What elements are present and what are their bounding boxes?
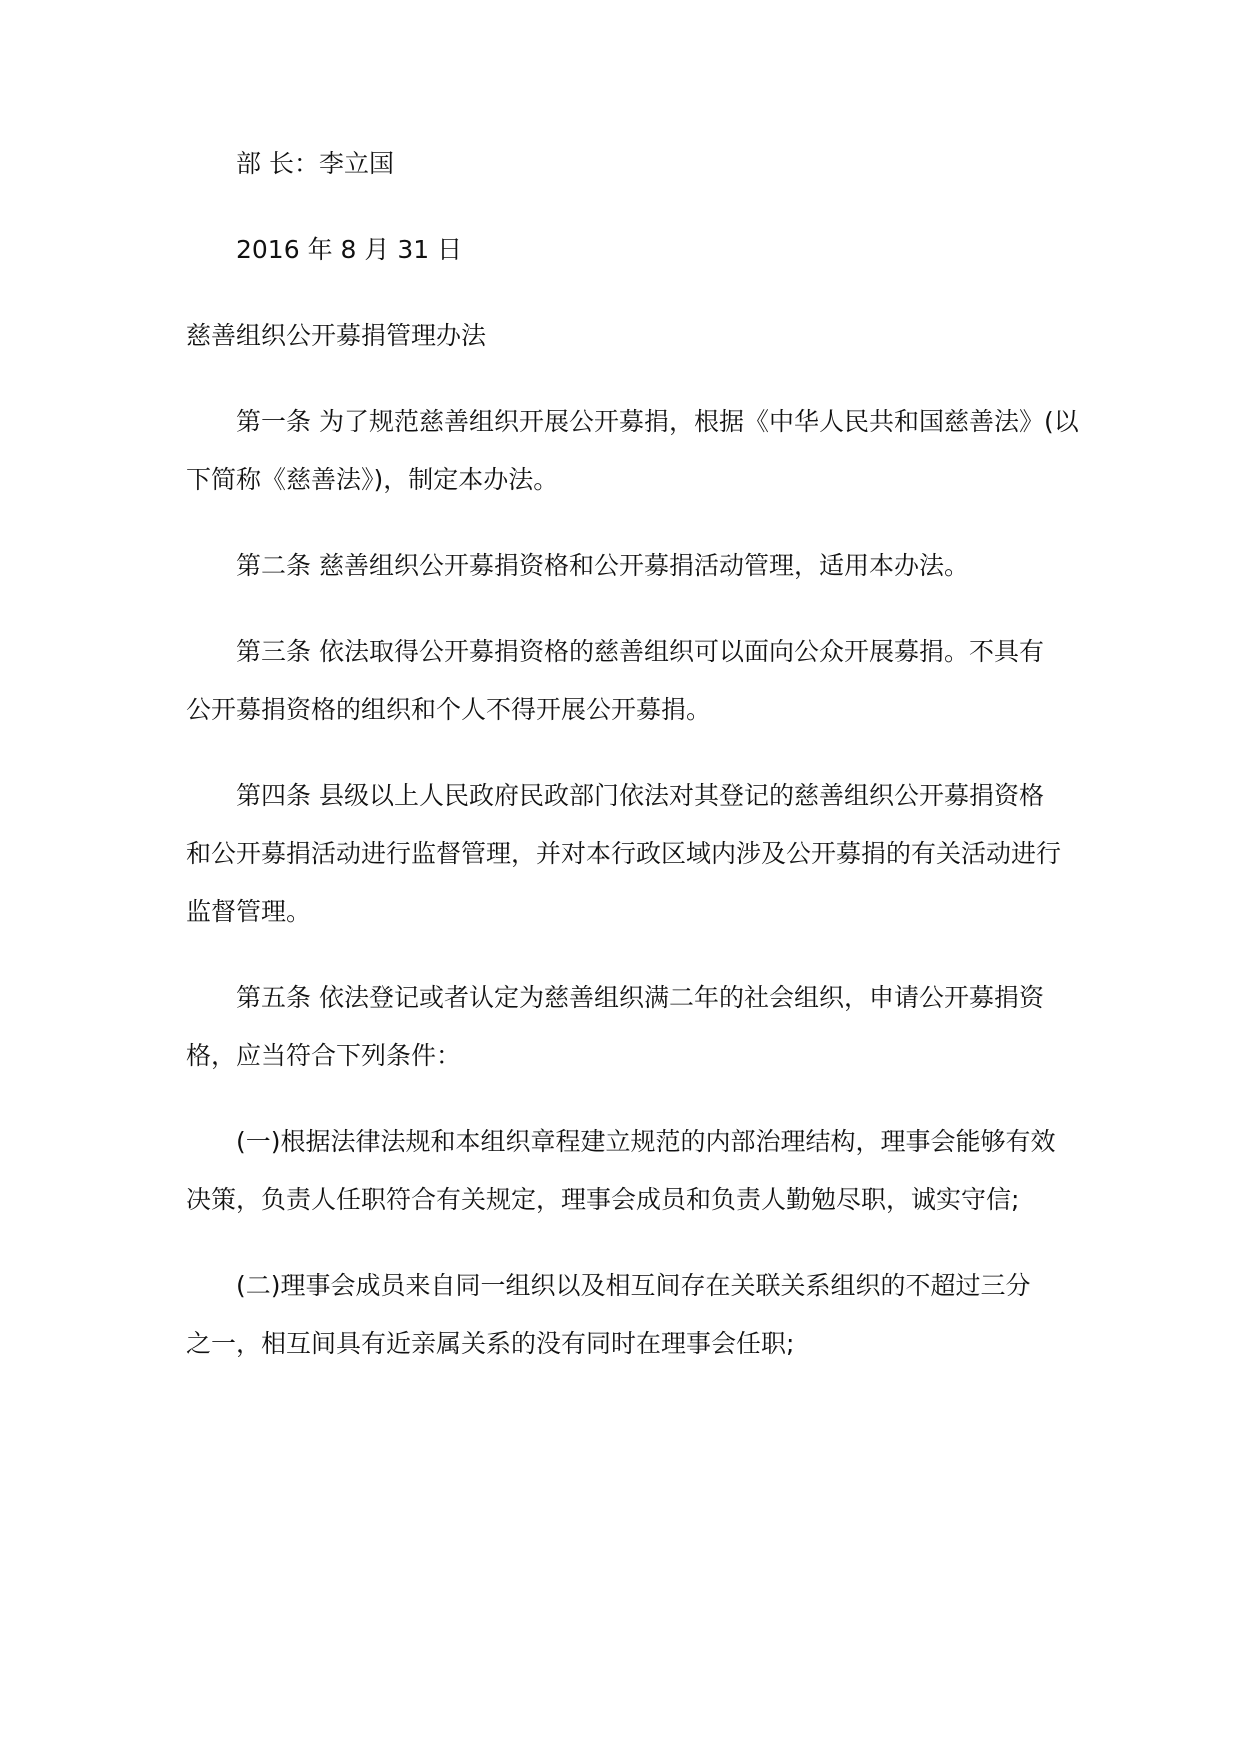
signature-title: 部 长：李立国 (236, 149, 394, 178)
document-heading: 慈善组织公开募捐管理办法 (186, 321, 487, 350)
article-4-line-3: 监督管理。 (186, 897, 312, 926)
condition-1-line-2: 决策，负责人任职符合有关规定，理事会成员和负责人勤勉尽职，诚实守信; (186, 1185, 1020, 1214)
article-4-line-2: 和公开募捐活动进行监督管理，并对本行政区域内涉及公开募捐的有关活动进行 (186, 839, 1062, 868)
condition-1-line-1: (一)根据法律法规和本组织章程建立规范的内部治理结构，理事会能够有效 (236, 1127, 1056, 1156)
article-2-line-1: 第二条 慈善组织公开募捐资格和公开募捐活动管理，适用本办法。 (236, 551, 969, 580)
article-1-line-1: 第一条 为了规范慈善组织开展公开募捐，根据《中华人民共和国慈善法》(以 (236, 407, 1079, 436)
article-4-line-1: 第四条 县级以上人民政府民政部门依法对其登记的慈善组织公开募捐资格 (236, 781, 1044, 810)
article-5-line-1: 第五条 依法登记或者认定为慈善组织满二年的社会组织，申请公开募捐资 (236, 983, 1044, 1012)
article-3-line-2: 公开募捐资格的组织和个人不得开展公开募捐。 (186, 695, 712, 724)
signature-date: 2016 年 8 月 31 日 (236, 235, 463, 264)
condition-2-line-2: 之一，相互间具有近亲属关系的没有同时在理事会任职; (186, 1329, 795, 1358)
condition-2-line-1: (二)理事会成员来自同一组织以及相互间存在关联关系组织的不超过三分 (236, 1271, 1031, 1300)
article-3-line-1: 第三条 依法取得公开募捐资格的慈善组织可以面向公众开展募捐。不具有 (236, 637, 1044, 666)
article-1-line-2: 下简称《慈善法》)，制定本办法。 (186, 465, 559, 494)
article-5-line-2: 格，应当符合下列条件： (186, 1041, 462, 1070)
